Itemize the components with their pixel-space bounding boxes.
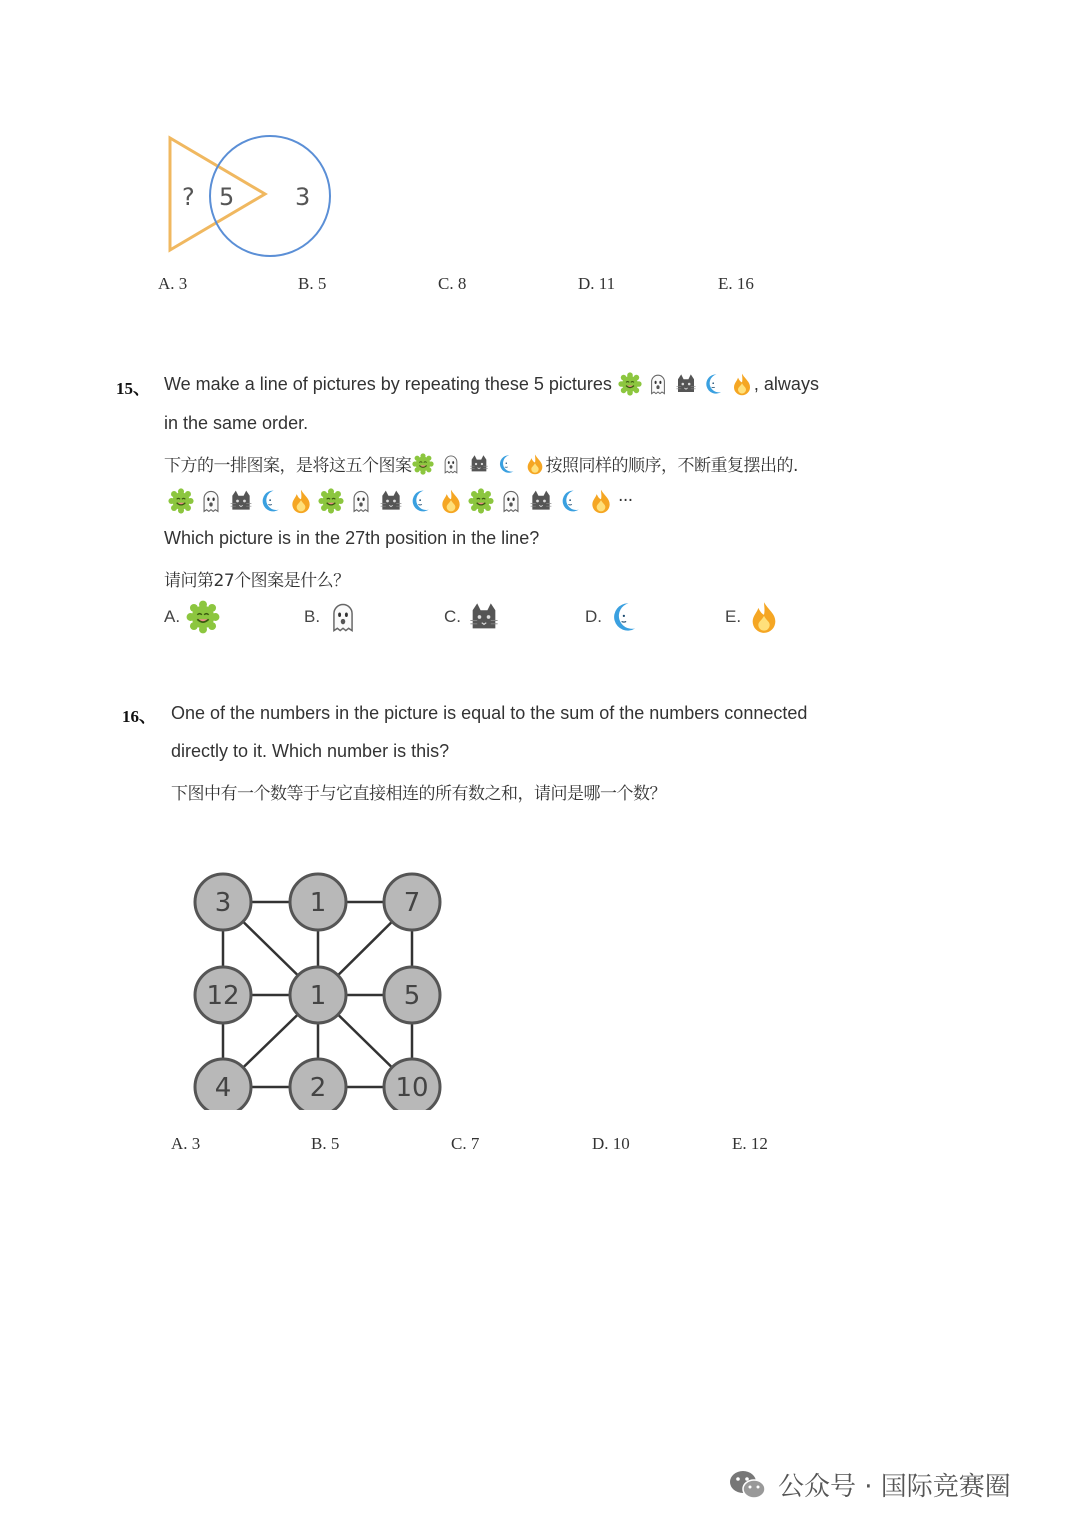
q15-english-line-2: in the same order. xyxy=(164,413,309,433)
cat-icon xyxy=(228,488,254,514)
cat-icon xyxy=(467,600,501,634)
grid-node-label: 1 xyxy=(309,981,327,1011)
sun-face-icon xyxy=(468,488,494,514)
q15-option-d[interactable] xyxy=(585,600,642,634)
cat-icon xyxy=(528,488,554,514)
q16-option-c[interactable]: C. 7 xyxy=(451,1134,480,1153)
moon-icon xyxy=(258,488,284,514)
q15-question-chinese: 请问第27个图案是什么？ xyxy=(164,571,350,591)
q15-option-b[interactable] xyxy=(304,600,360,634)
circle-number: 3 xyxy=(295,183,311,211)
q16-option-a[interactable]: A. 3 xyxy=(171,1134,201,1153)
q15-picture-set xyxy=(618,372,754,396)
flame-icon xyxy=(730,372,754,396)
overlap-number: 5 xyxy=(219,183,235,211)
q15-option-e-label: E. xyxy=(725,607,742,626)
q15-option-a-label: A. xyxy=(164,607,181,626)
flame-icon xyxy=(747,600,781,634)
q16-number-grid xyxy=(180,860,460,1110)
cat-icon xyxy=(378,488,404,514)
q15-option-b-label: B. xyxy=(304,607,321,626)
flame-icon xyxy=(288,488,314,514)
q15-picture-set-cn xyxy=(412,453,546,475)
q15-chinese-line-suffix: 按照同样的顺序，不断重复摆出的. xyxy=(545,456,798,476)
wechat-icon xyxy=(728,1468,768,1502)
moon-icon xyxy=(408,488,434,514)
moon-icon xyxy=(608,600,642,634)
ghost-icon xyxy=(646,372,670,396)
grid-node-label: 1 xyxy=(309,888,327,918)
q15-option-d-label: D. xyxy=(585,607,602,626)
q14-option-a[interactable]: A. 3 xyxy=(158,274,188,293)
q14-option-e[interactable]: E. 16 xyxy=(718,274,754,293)
sun-face-icon xyxy=(318,488,344,514)
grid-node-label: 2 xyxy=(309,1073,327,1103)
q14-option-b[interactable]: B. 5 xyxy=(298,274,327,293)
q15-option-c[interactable] xyxy=(444,600,501,634)
grid-node-label: 10 xyxy=(395,1073,429,1103)
q16-option-b[interactable]: B. 5 xyxy=(311,1134,340,1153)
footer-watermark xyxy=(728,1466,1011,1503)
moon-icon xyxy=(496,453,518,475)
q15-english-line-1-text: We make a line of pictures by repeating these 5 pictures xyxy=(164,373,612,394)
grid-node-label: 7 xyxy=(403,888,421,918)
q14-option-c[interactable]: C. 8 xyxy=(438,274,467,293)
connected-number-grid xyxy=(180,860,460,1110)
grid-node-label: 4 xyxy=(214,1073,232,1103)
sun-face-icon xyxy=(168,488,194,514)
q14-option-d[interactable]: D. 11 xyxy=(578,274,616,293)
cat-icon xyxy=(468,453,490,475)
ghost-icon xyxy=(498,488,524,514)
question-number-15: 15、 xyxy=(116,379,150,398)
flame-icon xyxy=(524,453,546,475)
ghost-icon xyxy=(198,488,224,514)
ghost-icon xyxy=(348,488,374,514)
question-number-16: 16、 xyxy=(122,707,156,726)
grid-node-label: 3 xyxy=(214,888,232,918)
sequence-ellipsis: ··· xyxy=(618,491,633,511)
moon-icon xyxy=(702,372,726,396)
cat-icon xyxy=(674,372,698,396)
sun-face-icon xyxy=(412,453,434,475)
sun-face-icon xyxy=(186,600,220,634)
q14-figure xyxy=(150,118,350,268)
sun-face-icon xyxy=(618,372,642,396)
q16-option-e[interactable]: E. 12 xyxy=(732,1134,768,1153)
q15-picture-sequence xyxy=(168,488,633,514)
grid-node-label: 12 xyxy=(206,981,240,1011)
question-mark: ? xyxy=(182,183,195,211)
flame-icon xyxy=(438,488,464,514)
ghost-icon xyxy=(326,600,360,634)
q15-english-line-1-suffix: , always xyxy=(753,373,819,394)
q16-english-line-1: One of the numbers in the picture is equal to the sum of the numbers connected xyxy=(171,703,808,723)
q15-option-a[interactable] xyxy=(164,600,220,634)
q15-option-e[interactable] xyxy=(725,600,781,634)
q15-chinese-line-prefix: 下方的一排图案，是将这五个图案 xyxy=(164,456,412,476)
q16-option-d[interactable]: D. 10 xyxy=(592,1134,630,1153)
q16-chinese-line: 下图中有一个数等于与它直接相连的所有数之和，请问是哪一个数？ xyxy=(171,784,666,804)
q15-chinese-line xyxy=(164,451,798,476)
grid-node-label: 5 xyxy=(403,981,421,1011)
q15-question-english: Which picture is in the 27th position in the line? xyxy=(164,528,540,548)
q16-english-line-2: directly to it. Which number is this? xyxy=(171,741,450,761)
q15-option-c-label: C. xyxy=(444,607,461,626)
footer-text: 公众号 · 国际竞赛圈 xyxy=(778,1472,1011,1502)
flame-icon xyxy=(588,488,614,514)
moon-icon xyxy=(558,488,584,514)
triangle-circle-diagram xyxy=(150,118,350,268)
q15-english-line-1 xyxy=(164,372,819,396)
ghost-icon xyxy=(440,453,462,475)
